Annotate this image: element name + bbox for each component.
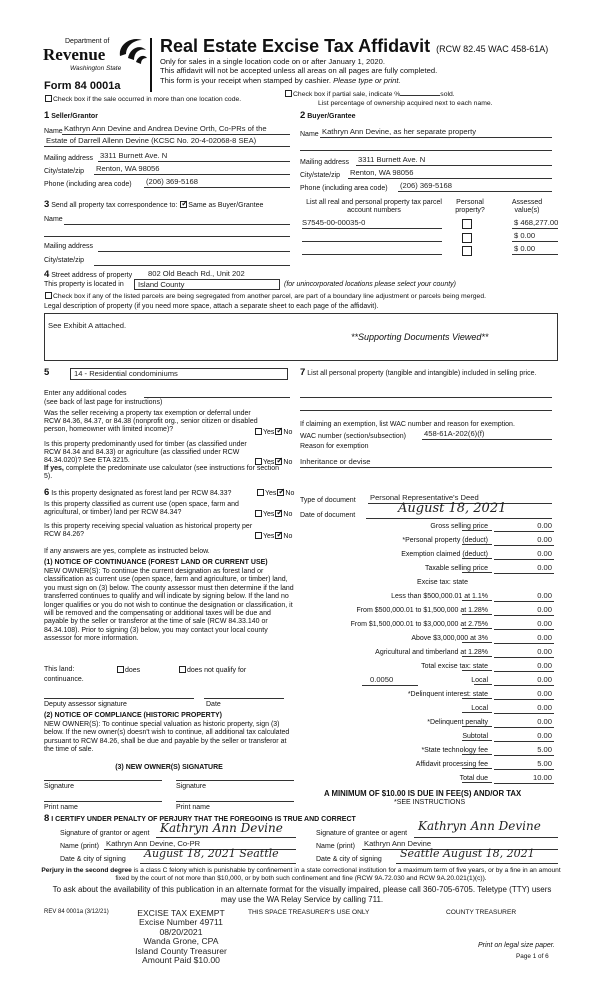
- tax-row-label: *Delinquent interest: state: [407, 691, 488, 698]
- buyer-heading: 2 Buyer/Grantee: [300, 110, 356, 121]
- section3-mail-label: Mailing address: [44, 243, 94, 250]
- grantor-name-label: Name (print): [60, 843, 99, 850]
- personal-checkbox[interactable]: [462, 219, 472, 229]
- doc-type[interactable]: Personal Representative's Deed: [370, 493, 479, 502]
- tax-row: [300, 730, 558, 744]
- perjury-notice: Perjury in the second degree is a class C felony which is punishable by confinement in a state correctional institution for a maximum term of five years, or by a fine in an amount fixed by the court of not more than $10,000, or by both such confinement and fine (RCW 9A.72.030 and RCW 9A.20.021(1)(c)).: [41, 867, 561, 882]
- tax-row: [300, 758, 558, 772]
- tax-row-label: Above $3,000,000 at 3%: [411, 635, 488, 642]
- tax-row-value[interactable]: 0.00: [537, 549, 552, 558]
- grantee-signature[interactable]: Kathryn Ann Devine: [418, 819, 541, 833]
- seller-name-1[interactable]: Kathryn Ann Devine and Andrea Devine Orth, Co-PRs of the: [64, 124, 267, 133]
- wac-number[interactable]: 458-61A-202(6)(f): [424, 429, 485, 438]
- personal-checkbox[interactable]: [462, 233, 472, 243]
- tax-calculation-table: [300, 520, 558, 786]
- tax-row: [300, 744, 558, 758]
- assessor-sig-label: Deputy assessor signature: [44, 701, 127, 708]
- seller-name-2[interactable]: Estate of Darrell Allenn Devine (KCSC No. 20-4-02068-8 SEA): [46, 136, 257, 145]
- buyer-name[interactable]: Kathryn Ann Devine, as her separate property: [322, 127, 477, 136]
- legal-description-box[interactable]: [44, 313, 558, 361]
- owner-print-label: Print name: [44, 804, 78, 811]
- tax-row: [300, 716, 558, 730]
- section5-q1: Was the seller receiving a property tax exemption or deferral under RCW 84.36, 84.37, or 84.38 (nonprofit org., senior citizen or disabled person, homeowner with limited income)?: [44, 410, 258, 434]
- section3-city-label: City/state/zip: [44, 257, 85, 264]
- grantee-name-label: Name (print): [316, 843, 355, 850]
- grantor-date-label: Date & city of signing: [60, 856, 126, 863]
- tax-row-label: Local: [471, 705, 488, 712]
- tax-row-value[interactable]: 0.00: [537, 717, 552, 726]
- same-as-buyer-checkbox[interactable]: [180, 201, 187, 208]
- compliance-heading: (2) NOTICE OF COMPLIANCE (HISTORIC PROPERTY): [44, 712, 222, 719]
- grantor-sig-label: Signature of grantor or agent: [60, 830, 150, 837]
- tax-row-value[interactable]: 5.00: [537, 759, 552, 768]
- tax-row: [300, 702, 558, 716]
- tax-row-value[interactable]: 0.00: [537, 563, 552, 572]
- buyer-phone-label: Phone (including area code): [300, 185, 388, 192]
- form-title: Real Estate Excise Tax Affidavit (RCW 82.45 WAC 458-61A): [160, 36, 549, 56]
- tax-row-label: Total excise tax: state: [421, 663, 488, 670]
- tax-row: [300, 534, 558, 548]
- tax-row-label: Total due: [459, 775, 488, 782]
- section6-q1: 6 Is this property designated as forest land per RCW 84.33?: [44, 487, 232, 498]
- continuance-label: continuance.: [44, 676, 84, 683]
- parcel-header-assessed: Assessed value(s): [511, 199, 543, 215]
- s6-q3-yes-no[interactable]: Yes✓ No: [254, 532, 292, 541]
- tax-row-value[interactable]: 0.00: [537, 633, 552, 642]
- seller-city[interactable]: Renton, WA 98056: [96, 164, 160, 173]
- tax-row-value[interactable]: 0.00: [537, 731, 552, 740]
- grantor-date-city[interactable]: August 18, 2021 Seattle: [144, 847, 279, 860]
- owner-sig-label: Signature: [44, 783, 74, 790]
- doc-date-label: Date of document: [300, 512, 356, 519]
- tax-row-value[interactable]: 0.00: [537, 689, 552, 698]
- multi-location-checkbox[interactable]: Check box if the sale occurred in more than one location code.: [44, 95, 241, 104]
- located-label: This property is located in: [44, 281, 124, 288]
- dept-state: Washington State: [70, 65, 122, 72]
- print-legal-note: Print on legal size paper.: [478, 942, 555, 949]
- continuance-text: NEW OWNER(S): To continue the current designation as forest land or classification as current use (open space, farm and agriculture, or timber) land, you must sign on (3) below. The county assessor must then determine if the land transferred continues to qualify and will indicate by signing below. If the land no longer qualifies or you do not wish to continue the designation or classification, it will be removed and the compensating or additional taxes will be due and payable by the seller or transferor at the time of sale (RCW 84.33.140 or 84.34.108). Prior to signing (3) below, you may contact your local county assessor for more information.: [44, 568, 294, 643]
- section5-q2: Is this property predominantly used for timber (as classified under RCW 84.34 and 84.33) or agriculture (as classified under RCW 84.34.020)? See ETA 3215.: [44, 441, 247, 465]
- assessor-date-label: Date: [206, 701, 221, 708]
- section6-q3: Is this property receiving special valuation as historical property per RCW 84.26?: [44, 523, 253, 539]
- treasurer-stamp: [126, 909, 236, 966]
- accessibility-note: To ask about the availability of this publication in an alternate format for the visually impaired, please call 360-705-6705. Teletype (TTY) users may use the WA Relay Service by calling 711.: [52, 885, 552, 904]
- q1-yes-no[interactable]: Yes✓ No: [254, 428, 292, 437]
- s6-q1-yes-no[interactable]: Yes✓ No: [256, 489, 294, 498]
- seller-name-label: Name: [44, 128, 63, 135]
- tax-row-label: Excise tax: state: [417, 579, 468, 586]
- section6-q2: Is this property classified as current use (open space, farm and agricultural, or timber) land per RCW 84.34?: [44, 501, 239, 517]
- section4-street-label: 4 Street address of property: [44, 269, 133, 280]
- buyer-mail-label: Mailing address: [300, 159, 350, 166]
- new-owner-sig-heading: (3) NEW OWNER(S) SIGNATURE: [115, 764, 223, 771]
- tax-row: [300, 660, 558, 674]
- tax-row: [300, 576, 558, 590]
- assessed-value[interactable]: $ 0.00: [514, 231, 536, 240]
- exempt-label: If claiming an exemption, list WAC number and reason for exemption.: [300, 421, 515, 428]
- ownership-note: List percentage of ownership acquired next to each name.: [318, 100, 493, 107]
- county-select[interactable]: Island County: [134, 279, 280, 290]
- seller-mail[interactable]: 3311 Burnett Ave. N: [100, 151, 168, 160]
- dor-swirl-icon: [116, 36, 148, 66]
- doc-date[interactable]: August 18, 2021: [398, 501, 507, 516]
- county-treasurer: COUNTY TREASURER: [446, 909, 517, 916]
- grantee-sig-label: Signature of grantee or agent: [316, 830, 408, 837]
- does-not-checkbox[interactable]: does not qualify for: [178, 666, 246, 675]
- minimum-due-note: A MINIMUM OF $10.00 IS DUE IN FEE(S) AND/OR TAX: [324, 789, 522, 798]
- partial-sale-checkbox[interactable]: Check box if partial sale, indicate % sold.: [284, 90, 455, 99]
- header-lines: Only for sales in a single location code on or after January 1, 2020. This affidavit will not be accepted unless all areas on all pages are fully completed. This form is your receipt when stamped by cashier. Please type or print.: [160, 57, 438, 85]
- tax-row: [300, 632, 558, 646]
- stamp-line: Amount Paid $10.00: [142, 955, 220, 966]
- section6-instr: If any answers are yes, complete as instructed below.: [44, 548, 210, 555]
- buyer-city-label: City/state/zip: [300, 172, 341, 179]
- unincorporated-note: (for unincorporated locations please select your county): [284, 281, 456, 288]
- parcel-number[interactable]: S7545-00-00035-0: [302, 218, 366, 227]
- seller-heading: 1 Seller/Grantor: [44, 110, 98, 121]
- q2-yes-no[interactable]: Yes✓ No: [254, 458, 292, 467]
- stamp-line: Island County Treasurer: [135, 945, 227, 956]
- s6-q2-yes-no[interactable]: Yes✓ No: [254, 510, 292, 519]
- tax-row: [300, 562, 558, 576]
- owner-print-label-2: Print name: [176, 804, 210, 811]
- page-number: Page 1 of 6: [516, 953, 549, 960]
- tax-row-label: From $1,500,000.01 to $3,000,000 at 2.75%: [350, 621, 488, 628]
- header-rule: [150, 38, 152, 92]
- buyer-phone[interactable]: (206) 369-5168: [400, 181, 452, 190]
- form-number: Form 84 0001a: [44, 80, 121, 92]
- grantor-signature[interactable]: Kathryn Ann Devine: [160, 821, 283, 835]
- property-street[interactable]: 802 Old Beach Rd., Unit 202: [148, 269, 245, 278]
- buyer-city[interactable]: Renton, WA 98056: [350, 168, 414, 177]
- dept-name: Revenue: [43, 45, 106, 64]
- tax-row-label: Local: [471, 677, 488, 684]
- tax-row-value[interactable]: 0.00: [537, 605, 552, 614]
- section7-heading: 7 List all personal property (tangible and intangible) included in selling price.: [300, 367, 537, 378]
- tax-row: [300, 674, 558, 688]
- dept-line: Department of: [65, 38, 110, 45]
- additional-codes-label: Enter any additional codes: [44, 390, 127, 397]
- does-checkbox[interactable]: does: [116, 666, 140, 675]
- seller-phone-label: Phone (including area code): [44, 181, 132, 188]
- local-rate[interactable]: 0.0050: [370, 675, 394, 684]
- see-instructions: *SEE INSTRUCTIONS: [394, 799, 466, 806]
- seller-phone[interactable]: (206) 369-5168: [146, 177, 198, 186]
- tax-row-value[interactable]: 0.00: [537, 647, 552, 656]
- grantor-name[interactable]: Kathryn Ann Devine, Co-PR: [106, 839, 201, 848]
- tax-row: [300, 772, 558, 786]
- use-code-select[interactable]: 14 - Residential condominiums: [70, 368, 288, 380]
- tax-row-label: *Personal property (deduct): [402, 537, 488, 544]
- section5-num: 5: [44, 367, 50, 378]
- tax-row-label: Subtotal: [462, 733, 488, 740]
- parcel-header-list: List all real and personal property tax parcel account numbers: [306, 199, 442, 215]
- tax-row-value[interactable]: 0.00: [537, 591, 552, 600]
- parcel-header-personal: Personal property?: [455, 199, 485, 215]
- buyer-mail[interactable]: 3311 Burnett Ave. N: [358, 155, 426, 164]
- this-land-label: This land:: [44, 666, 75, 673]
- legal-label: Legal description of property (if you need more space, attach a separate sheet to each page of the affidavit).: [44, 303, 379, 310]
- wac-label: WAC number (section/subsection): [300, 433, 406, 440]
- stamp-line: Wanda Grone, CPA: [143, 936, 219, 947]
- grantee-name[interactable]: Kathryn Ann Devine: [364, 839, 432, 848]
- section3-name-label: Name: [44, 216, 63, 223]
- compliance-text: NEW OWNER(S): To continue special valuation as historic property, sign (3) below. If the new owner(s) doesn't wish to continue, all additional tax calculated pursuant to RCW 84.26, shall be due and payable by the seller or transferor at the time of sale.: [44, 721, 290, 754]
- tax-row: [300, 688, 558, 702]
- section3-heading: 3 Send all property tax correspondence to: ✓ Same as Buyer/Grantee: [44, 200, 263, 211]
- assessed-value[interactable]: $ 0.00: [514, 244, 536, 253]
- tax-row-label: *State technology fee: [421, 747, 488, 754]
- tax-row-value[interactable]: 0.00: [537, 521, 552, 530]
- tax-row: [300, 618, 558, 632]
- exemption-reason[interactable]: Inheritance or devise: [300, 457, 371, 466]
- tax-row-label: Exemption claimed (deduct): [401, 551, 488, 558]
- dor-logo: [40, 38, 148, 82]
- segregated-checkbox[interactable]: Check box if any of the listed parcels are being segregated from another parcel, are part of a boundary line adjustment or parcels being merged.: [44, 292, 486, 301]
- tax-row: [300, 548, 558, 562]
- tax-row-value[interactable]: 0.00: [537, 675, 552, 684]
- tax-row-value[interactable]: 0.00: [537, 535, 552, 544]
- doc-type-label: Type of document: [300, 497, 356, 504]
- tax-row-value[interactable]: 0.00: [537, 619, 552, 628]
- tax-row-value[interactable]: 0.00: [537, 661, 552, 670]
- stamp-line: Excise Number 49711: [139, 917, 223, 928]
- continuance-heading: (1) NOTICE OF CONTINUANCE (FOREST LAND OR CURRENT USE): [44, 559, 268, 566]
- owner-sig-label-2: Signature: [176, 783, 206, 790]
- stamp-line: 08/20/2021: [159, 926, 203, 937]
- personal-checkbox[interactable]: [462, 246, 472, 256]
- tax-row-label: Agricultural and timberland at 1.28%: [375, 649, 488, 656]
- tax-row-value[interactable]: 5.00: [537, 745, 552, 754]
- tax-row: [300, 590, 558, 604]
- tax-row-label: From $500,000.01 to $1,500,000 at 1.28%: [356, 607, 488, 614]
- legal-description: See Exhibit A attached.: [48, 321, 127, 330]
- reason-label: Reason for exemption: [300, 443, 369, 450]
- assessed-value[interactable]: $ 468,277.00: [514, 218, 559, 227]
- tax-row-label: Gross selling price: [430, 523, 488, 530]
- section5-q2c: If yes, complete the predominate use calculator (see instructions for section 5).: [44, 465, 280, 481]
- tax-row-label: Taxable selling price: [424, 565, 488, 572]
- buyer-name-label: Name: [300, 131, 319, 138]
- see-back-note: (see back of last page for instructions): [44, 399, 163, 406]
- tax-row: [300, 646, 558, 660]
- treasurer-use-only: THIS SPACE TREASURER'S USE ONLY: [248, 909, 370, 916]
- tax-row-label: *Delinquent penalty: [427, 719, 488, 726]
- tax-row-value[interactable]: 0.00: [537, 703, 552, 712]
- tax-row: [300, 520, 558, 534]
- seller-city-label: City/state/zip: [44, 168, 85, 175]
- tax-row-label: Affidavit processing fee: [415, 761, 488, 768]
- rev-number: REV 84 0001a (3/12/21): [44, 909, 109, 915]
- stamp-line: EXCISE TAX EXEMPT: [137, 908, 225, 918]
- tax-row-value[interactable]: 10.00: [532, 773, 552, 782]
- seller-mail-label: Mailing address: [44, 155, 94, 162]
- grantee-date-city[interactable]: Seattle August 18, 2021: [400, 847, 535, 860]
- grantee-date-label: Date & city of signing: [316, 856, 382, 863]
- section8-heading: 8 I CERTIFY UNDER PENALTY OF PERJURY THAT THE FOREGOING IS TRUE AND CORRECT: [44, 813, 356, 824]
- tax-row: [300, 604, 558, 618]
- supporting-docs-stamp: **Supporting Documents Viewed**: [351, 332, 489, 342]
- tax-row-label: Less than $500,000.01 at 1.1%: [391, 593, 488, 600]
